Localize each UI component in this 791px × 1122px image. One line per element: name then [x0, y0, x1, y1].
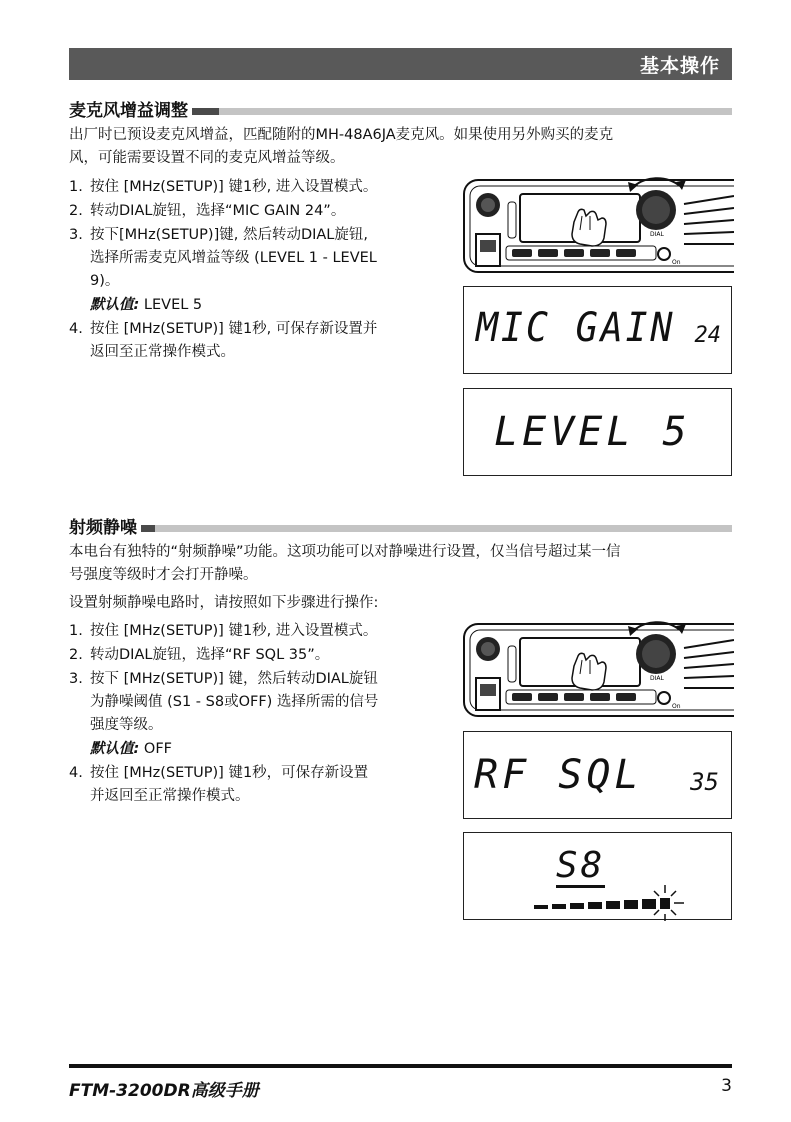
section2-rule — [69, 525, 732, 532]
section2-intro: 本电台有独特的“射频静噪”功能。这项功能可以对静噪进行设置，仅当信号超过某一信 号强度等级时才会打开静噪。 — [69, 544, 621, 583]
default-value: 默认值: OFF — [90, 741, 173, 757]
manual-title: FTM-3200DR高级手册 — [69, 1081, 259, 1101]
section2-title: 射频静噪 — [69, 513, 141, 538]
step-item: 3. 按下 [MHz(SETUP)] 键，然后转动DIAL旋钮 为静噪阈值 (S1 - S8或OFF) 选择所需的信号 强度等级。 — [69, 671, 379, 733]
step-item: 1. 按住 [MHz(SETUP)] 键1秒, 进入设置模式。 — [69, 179, 378, 195]
lcd-rf-sql: RF SQL 35 — [463, 731, 732, 819]
svg-text:DIAL: DIAL — [650, 675, 664, 682]
lcd-level: LEVEL 5 — [463, 388, 732, 476]
default-value: 默认值: LEVEL 5 — [90, 297, 203, 313]
lcd-s-level: S8 — [463, 832, 732, 920]
svg-text:On: On — [672, 703, 681, 710]
header-title: 基本操作 — [639, 55, 720, 77]
section1-intro: 出厂时已预设麦克风增益，匹配随附的MH-48A6JA麦克风。如果使用另外购买的麦克 风，可能需要设置不同的麦克风增益等级。 — [69, 127, 614, 166]
radio-front-panel — [462, 616, 734, 718]
svg-text:On: On — [672, 259, 681, 266]
step-item: 1. 按住 [MHz(SETUP)] 键1秒, 进入设置模式。 — [69, 623, 378, 639]
section1-steps — [69, 176, 429, 365]
step-item: 4. 按住 [MHz(SETUP)] 键1秒, 可保存新设置并 返回至正常操作模式。 — [69, 321, 378, 360]
step-item: 4. 按住 [MHz(SETUP)] 键1秒，可保存新设置 并返回至正常操作模式。 — [69, 765, 369, 804]
step-item: 2. 转动DIAL旋钮，选择“MIC GAIN 24”。 — [69, 203, 346, 219]
footer-rule — [69, 1064, 732, 1068]
step-item: 2. 转动DIAL旋钮，选择“RF SQL 35”。 — [69, 647, 330, 663]
header-bar — [69, 48, 732, 80]
lcd-mic-gain: MIC GAIN 24 — [463, 286, 732, 374]
page-number: 3 — [721, 1076, 732, 1096]
svg-text:DIAL: DIAL — [650, 231, 664, 238]
step-item: 3. 按下[MHz(SETUP)]键, 然后转动DIAL旋钮, 选择所需麦克风增益等级 (LEVEL 1 - LEVEL 9)。 — [69, 227, 377, 289]
section2-steps — [69, 620, 429, 809]
s-meter-bar — [464, 833, 733, 921]
section1-title: 麦克风增益调整 — [69, 96, 192, 121]
radio-front-panel — [462, 172, 734, 274]
section2-intro2: 设置射频静噪电路时，请按照如下步骤进行操作: — [69, 595, 379, 611]
